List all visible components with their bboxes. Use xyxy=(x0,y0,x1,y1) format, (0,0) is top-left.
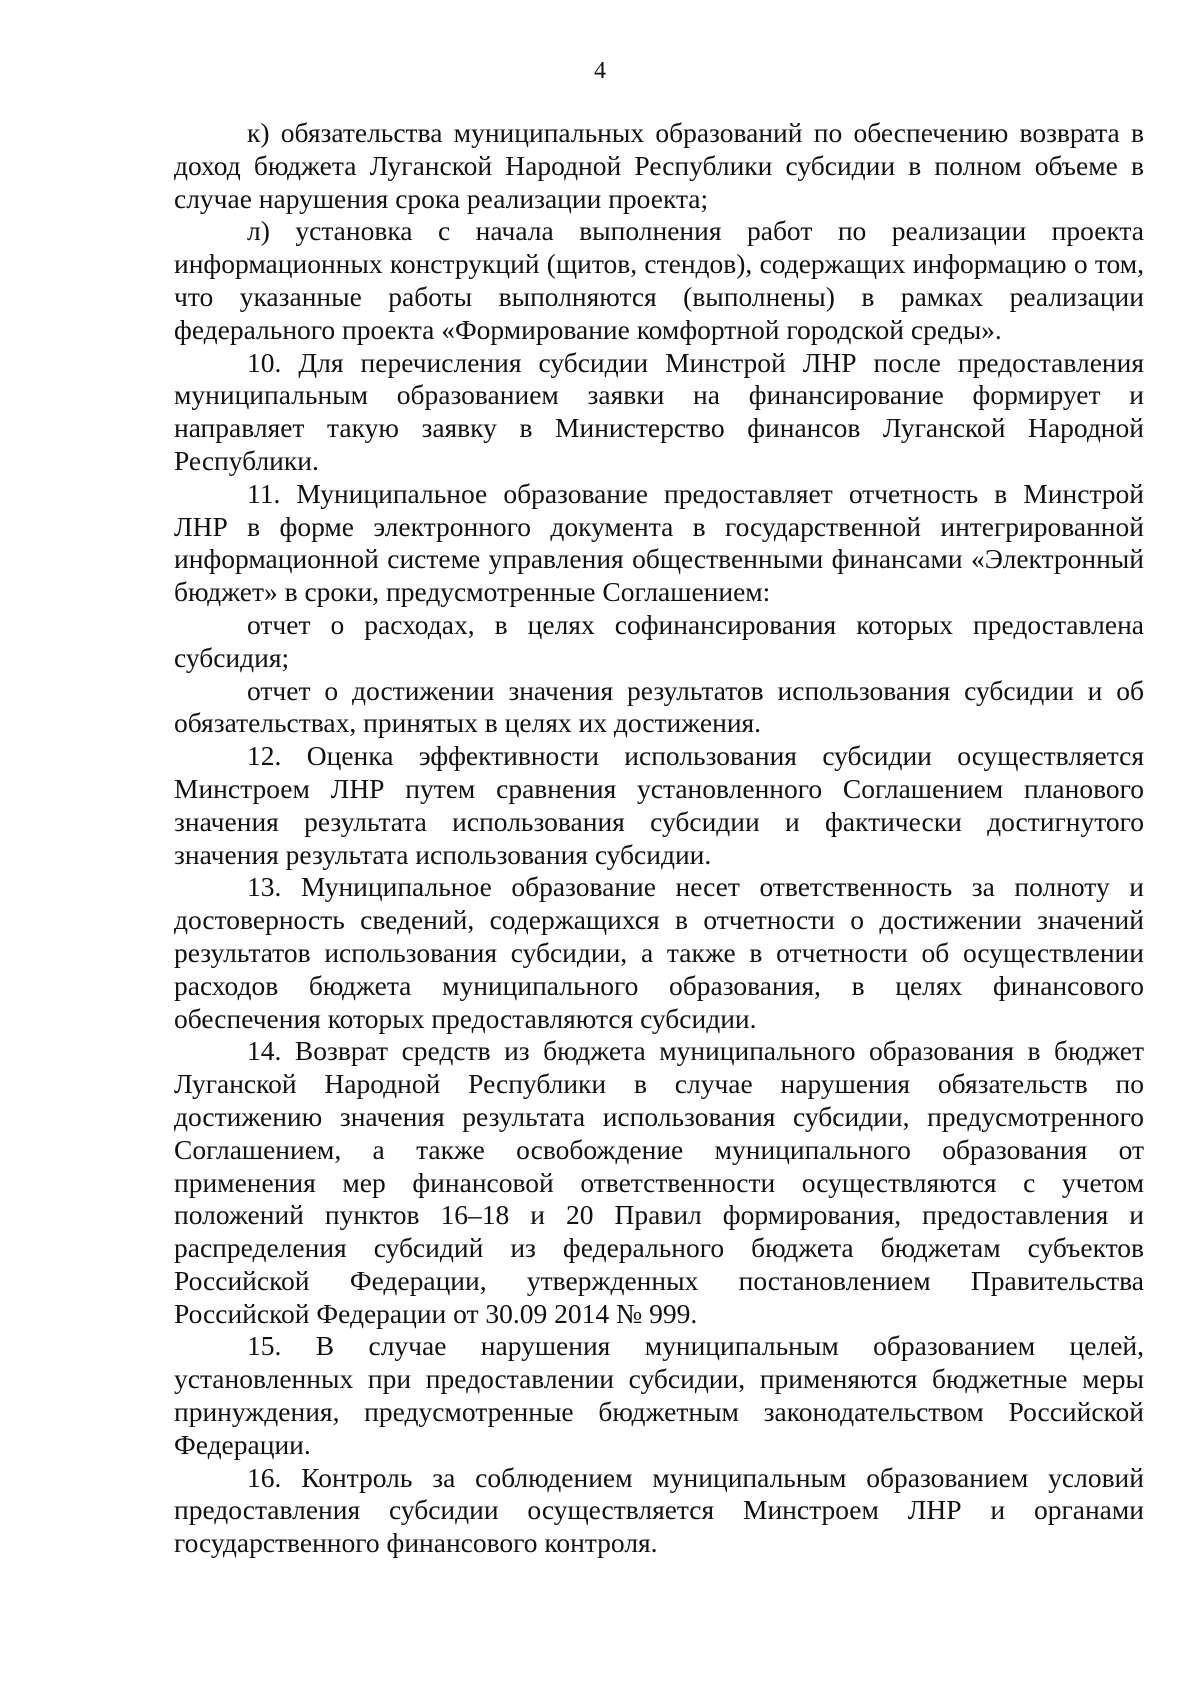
paragraph-16-control: 16. Контроль за соблюдением муниципальным образованием условий предоставления субсидии осуществляется Минстроем ЛНР и органами государственного финансового контроля. xyxy=(174,1461,1144,1559)
paragraph-15-violation: 15. В случае нарушения муниципальным образованием целей, установленных при предоставлении субсидии, применяются бюджетные меры принуждения, предусмотренные бюджетным законодательством Российской Федерации. xyxy=(174,1330,1144,1460)
paragraph-11-expense-report: отчет о расходах, в целях софинансирования которых предоставлена субсидия; xyxy=(174,608,1144,673)
paragraph-13-responsibility: 13. Муниципальное образование несет ответственность за полноту и достоверность сведений, содержащихся в отчетности о достижении значений результатов использования субсидии, а также в отчетности об осуществлении расходов бюджета муниципального образования, в целях финансового обеспечения которых предоставляются субсидии. xyxy=(174,871,1144,1034)
paragraph-14-refund: 14. Возврат средств из бюджета муниципального образования в бюджет Луганской Народной Республики в случае нарушения обязательств по достижению значения результата использования субсидии, предусмотренного Соглашением, а также освобождение муниципального образования от применения мер финансовой ответственности осуществляются с учетом положений пунктов 16–18 и 20 Правил формирования, предоставления и распределения субсидий из федерального бюджета бюджетам субъектов Российской Федерации, утвержденных постановлением Правительства Российской Федерации от 30.09 2014 № 999. xyxy=(174,1035,1144,1329)
document-body xyxy=(174,117,1144,1560)
page-number: 4 xyxy=(594,58,606,84)
paragraph-11-reporting: 11. Муниципальное образование предоставляет отчетность в Минстрой ЛНР в форме электронного документа в государственной интегрированной информационной системе управления общественными финансами «Электронный бюджет» в сроки, предусмотренные Соглашением: xyxy=(174,477,1144,608)
paragraph-10-transfer: 10. Для перечисления субсидии Минстрой ЛНР после предоставления муниципальным образованием заявки на финансирование формирует и направляет такую заявку в Министерство финансов Луганской Народной Республики. xyxy=(174,346,1144,476)
paragraph-12-efficiency: 12. Оценка эффективности использования субсидии осуществляется Минстроем ЛНР путем сравнения установленного Соглашением планового значения результата использования субсидии и фактически достигнутого значения результата использования субсидии. xyxy=(174,740,1144,870)
paragraph-l-info-constructions: л) установка с начала выполнения работ по реализации проекта информационных конструкций (щитов, стендов), содержащих информацию о том, что указанные работы выполняются (выполнены) в рамках реализации федерального проекта «Формирование комфортной городской среды». xyxy=(174,215,1144,345)
paragraph-11-results-report: отчет о достижении значения результатов использования субсидии и об обязательствах, принятых в целях их достижения. xyxy=(174,674,1144,739)
paragraph-k-obligations: к) обязательства муниципальных образований по обеспечению возврата в доход бюджета Луганской Народной Республики субсидии в полном объеме в случае нарушения срока реализации проекта; xyxy=(174,117,1144,214)
